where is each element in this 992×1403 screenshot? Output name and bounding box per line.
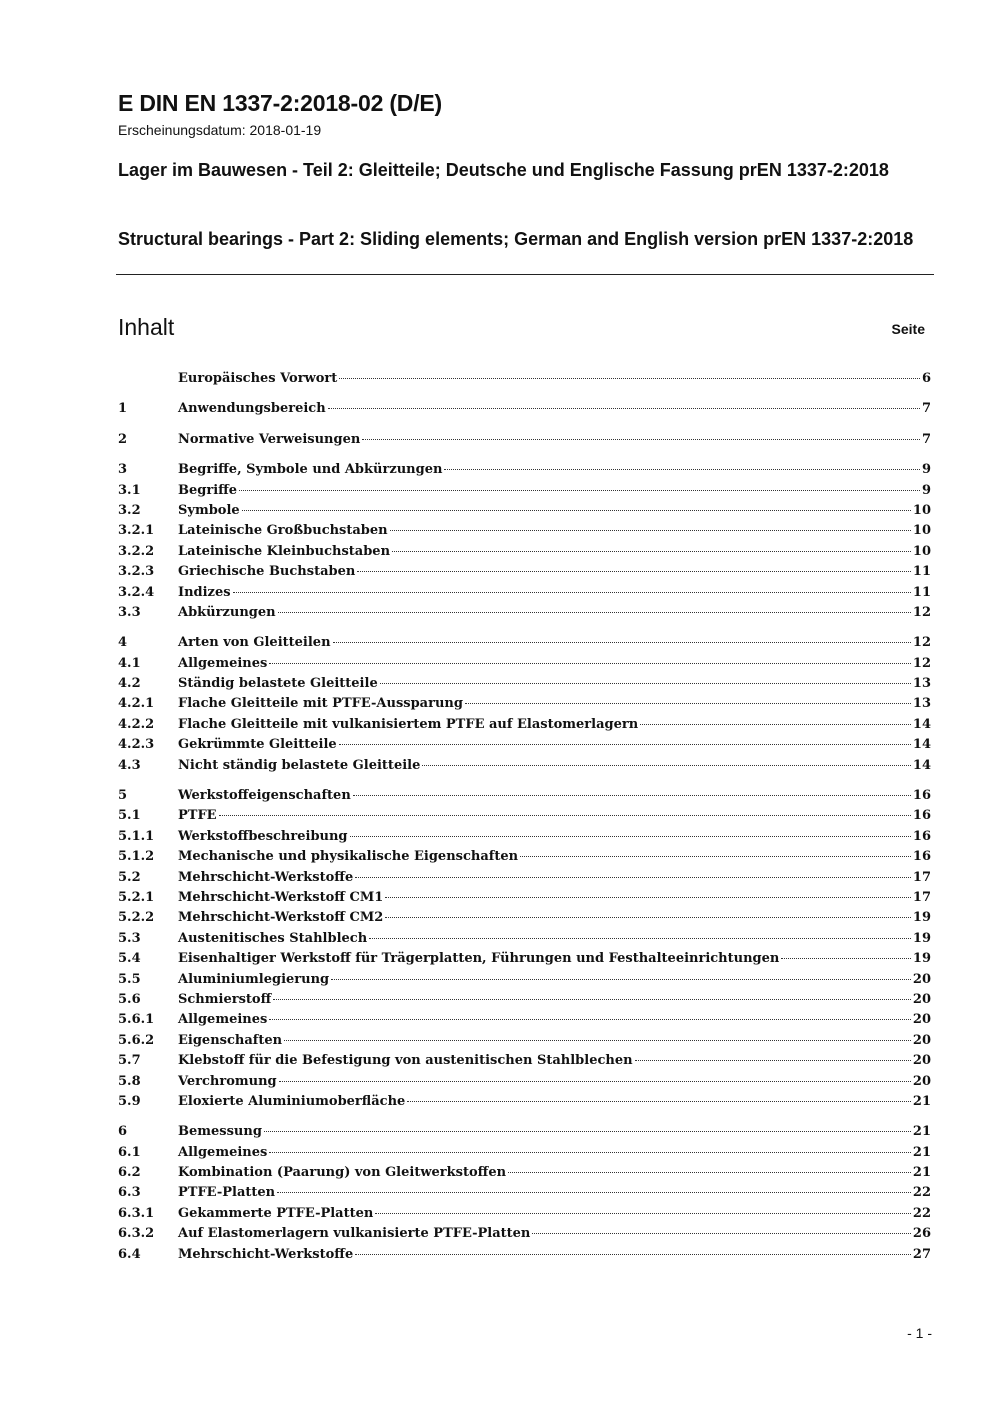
toc-entry[interactable] (118, 585, 931, 605)
table-of-contents (118, 371, 931, 1267)
toc-entry[interactable] (118, 462, 931, 482)
toc-dot-leader (532, 1233, 911, 1234)
toc-entry[interactable] (118, 737, 931, 757)
toc-entry[interactable] (118, 870, 931, 890)
toc-dot-leader (369, 938, 911, 939)
toc-dot-leader (279, 1081, 911, 1082)
toc-entry-title: Normative Verweisungen (178, 431, 361, 447)
toc-entry-number: 2 (118, 431, 128, 447)
toc-entry[interactable] (118, 676, 931, 696)
toc-entry-page: 20 (912, 1032, 931, 1048)
toc-entry[interactable] (118, 1226, 931, 1246)
toc-entry-title: PTFE (178, 808, 217, 824)
toc-entry-page: 17 (912, 869, 931, 885)
toc-entry[interactable] (118, 910, 931, 930)
toc-entry-page: 16 (912, 788, 931, 804)
toc-dot-leader (353, 795, 911, 796)
toc-entry-title: Mehrschicht-Werkstoff CM2 (178, 910, 384, 926)
toc-entry-page: 21 (912, 1093, 931, 1109)
toc-dot-leader (380, 683, 911, 684)
toc-entry-number: 5.7 (118, 1053, 141, 1069)
toc-entry-title: Gekammerte PTFE-Platten (178, 1205, 374, 1221)
toc-entry-number: 5 (118, 788, 128, 804)
toc-entry-number: 4 (118, 635, 128, 651)
toc-heading: Inhalt (118, 314, 175, 340)
toc-entry-page: 9 (921, 482, 931, 498)
toc-entry[interactable] (118, 849, 931, 869)
toc-entry-number: 6.3.2 (118, 1226, 155, 1242)
toc-entry[interactable] (118, 972, 931, 992)
toc-entry-page: 20 (912, 1053, 931, 1069)
toc-entry[interactable] (118, 1206, 931, 1226)
toc-entry[interactable] (118, 1145, 931, 1165)
toc-entry-title: Klebstoff für die Befestigung von austenitischen Stahlblechen (178, 1053, 633, 1069)
toc-dot-leader (444, 469, 920, 470)
toc-dot-leader (264, 1131, 911, 1132)
toc-entry-title: Werkstoffeigenschaften (178, 788, 351, 804)
toc-entry[interactable] (118, 1124, 931, 1144)
toc-entry-number: 3 (118, 462, 128, 478)
toc-dot-leader (362, 439, 920, 440)
toc-entry[interactable] (118, 829, 931, 849)
toc-entry-number: 5.6 (118, 991, 141, 1007)
toc-entry[interactable] (118, 1165, 931, 1185)
toc-dot-leader (520, 856, 911, 857)
toc-entry[interactable] (118, 758, 931, 778)
toc-entry-page: 13 (912, 696, 931, 712)
toc-entry-title: Flache Gleitteile mit vulkanisiertem PTFE auf Elastomerlagern (178, 716, 639, 732)
toc-dot-leader (277, 1192, 911, 1193)
toc-dot-leader (355, 877, 911, 878)
toc-entry-title: Mehrschicht-Werkstoffe (178, 1246, 354, 1262)
toc-entry-number: 5.3 (118, 930, 141, 946)
toc-entry[interactable] (118, 503, 931, 523)
toc-entry-number: 6.3 (118, 1185, 141, 1201)
toc-entry-page: 10 (912, 523, 931, 539)
toc-entry[interactable] (118, 1185, 931, 1205)
toc-page-label: Seite (891, 321, 925, 337)
toc-entry[interactable] (118, 1033, 931, 1053)
toc-dot-leader (339, 744, 911, 745)
toc-dot-leader (781, 958, 911, 959)
toc-dot-leader (390, 530, 911, 531)
toc-entry-page: 10 (912, 543, 931, 559)
toc-entry-number: 5.6.2 (118, 1032, 155, 1048)
toc-entry-page: 11 (912, 584, 931, 600)
toc-dot-leader (333, 642, 911, 643)
title-german: Lager im Bauwesen - Teil 2: Gleitteile; Deutsche und Englische Fassung prEN 1337-2:2018 (118, 160, 889, 180)
toc-dot-leader (269, 1019, 911, 1020)
toc-entry-page: 12 (912, 635, 931, 651)
toc-entry[interactable] (118, 523, 931, 543)
toc-dot-leader (328, 408, 920, 409)
toc-dot-leader (385, 917, 911, 918)
toc-entry-number: 5.2.2 (118, 910, 155, 926)
toc-entry-title: Symbole (178, 502, 240, 518)
toc-dot-leader (278, 612, 911, 613)
toc-entry-number: 6.1 (118, 1144, 141, 1160)
toc-entry-page: 20 (912, 991, 931, 1007)
toc-entry-number: 5.4 (118, 951, 141, 967)
doc-id: E DIN EN 1337-2:2018-02 (D/E) (118, 90, 443, 116)
toc-entry-number: 3.3 (118, 604, 141, 620)
toc-entry-number: 3.1 (118, 482, 141, 498)
toc-entry-page: 13 (912, 676, 931, 692)
toc-dot-leader (355, 1254, 911, 1255)
toc-entry-title: Lateinische Kleinbuchstaben (178, 543, 391, 559)
toc-dot-leader (640, 724, 911, 725)
toc-dot-leader (465, 703, 911, 704)
toc-entry[interactable] (118, 656, 931, 676)
toc-entry-title: Lateinische Großbuchstaben (178, 523, 388, 539)
toc-entry-page: 20 (912, 1073, 931, 1089)
toc-entry-page: 19 (912, 951, 931, 967)
toc-entry-number: 4.2.1 (118, 696, 155, 712)
toc-dot-leader (284, 1040, 911, 1041)
toc-dot-leader (273, 999, 911, 1000)
toc-entry-title: Kombination (Paarung) von Gleitwerkstoffen (178, 1165, 507, 1181)
toc-entry[interactable] (118, 951, 931, 971)
toc-entry-title: Eigenschaften (178, 1032, 283, 1048)
toc-entry-page: 12 (912, 604, 931, 620)
toc-entry-page: 14 (912, 757, 931, 773)
toc-entry-number: 5.1.2 (118, 849, 155, 865)
toc-entry-title: Schmierstoff (178, 991, 272, 1007)
toc-entry-title: Nicht ständig belastete Gleitteile (178, 757, 421, 773)
toc-dot-leader (269, 1152, 911, 1153)
toc-entry-page: 17 (912, 889, 931, 905)
toc-entry-number: 4.2 (118, 676, 141, 692)
toc-entry-title: Bemessung (178, 1124, 262, 1140)
toc-entry-title: Begriffe (178, 482, 238, 498)
toc-entry-title: Austenitisches Stahlblech (178, 930, 368, 946)
toc-entry-title: Eisenhaltiger Werkstoff für Trägerplatten, Führungen und Festhalteeinrichtungen (178, 951, 780, 967)
toc-entry-number: 4.2.2 (118, 716, 155, 732)
toc-entry-number: 5.9 (118, 1093, 141, 1109)
page-number: - 1 - (907, 1325, 932, 1341)
toc-entry-page: 9 (921, 462, 931, 478)
toc-entry-title: Allgemeines (178, 655, 268, 671)
toc-entry-title: Anwendungsbereich (178, 401, 326, 417)
toc-entry-page: 11 (912, 564, 931, 580)
toc-entry-title: Europäisches Vorwort (178, 371, 338, 386)
toc-entry-title: Ständig belastete Gleitteile (178, 676, 378, 692)
toc-dot-leader (508, 1172, 911, 1173)
toc-entry-page: 16 (912, 828, 931, 844)
toc-entry[interactable] (118, 635, 931, 655)
toc-entry-number: 5.6.1 (118, 1012, 155, 1028)
toc-entry-number: 1 (118, 401, 128, 417)
toc-entry-page: 6 (921, 371, 931, 386)
toc-dot-leader (339, 378, 920, 379)
toc-entry[interactable] (118, 605, 931, 625)
toc-entry-page: 16 (912, 849, 931, 865)
toc-entry-title: Mechanische und physikalische Eigenschaften (178, 849, 519, 865)
toc-entry[interactable] (118, 1053, 931, 1073)
toc-entry[interactable] (118, 931, 931, 951)
toc-entry-page: 14 (912, 737, 931, 753)
toc-entry-title: Arten von Gleitteilen (178, 635, 331, 651)
toc-entry-page: 22 (912, 1185, 931, 1201)
toc-entry-number: 4.1 (118, 655, 141, 671)
toc-dot-leader (269, 663, 911, 664)
toc-entry-page: 20 (912, 971, 931, 987)
toc-entry[interactable] (118, 1074, 931, 1094)
toc-entry-title: Begriffe, Symbole und Abkürzungen (178, 462, 443, 478)
toc-entry[interactable] (118, 1247, 931, 1267)
toc-entry-page: 20 (912, 1012, 931, 1028)
toc-entry-number: 3.2.2 (118, 543, 155, 559)
toc-entry[interactable] (118, 1012, 931, 1032)
toc-entry-page: 21 (912, 1144, 931, 1160)
toc-dot-leader (233, 592, 911, 593)
toc-entry-number: 3.2 (118, 502, 141, 518)
toc-entry[interactable] (118, 371, 931, 391)
toc-entry-page: 14 (912, 716, 931, 732)
toc-entry-page: 19 (912, 910, 931, 926)
toc-entry-number: 3.2.1 (118, 523, 155, 539)
toc-entry-number: 5.2.1 (118, 889, 155, 905)
toc-dot-leader (422, 765, 911, 766)
toc-dot-leader (242, 510, 911, 511)
toc-entry-page: 22 (912, 1205, 931, 1221)
toc-entry[interactable] (118, 483, 931, 503)
toc-entry-title: Verchromung (178, 1073, 277, 1089)
toc-entry-number: 6.2 (118, 1165, 141, 1181)
toc-entry-title: Mehrschicht-Werkstoff CM1 (178, 889, 384, 905)
toc-dot-leader (357, 571, 911, 572)
toc-entry-number: 6 (118, 1124, 128, 1140)
header-divider (116, 274, 934, 275)
toc-entry-page: 10 (912, 502, 931, 518)
toc-entry[interactable] (118, 401, 931, 421)
toc-entry-title: Allgemeines (178, 1144, 268, 1160)
toc-entry[interactable] (118, 564, 931, 584)
toc-entry-number: 5.5 (118, 971, 141, 987)
toc-dot-leader (239, 490, 920, 491)
toc-dot-leader (219, 815, 911, 816)
toc-entry-title: Allgemeines (178, 1012, 268, 1028)
toc-entry[interactable] (118, 992, 931, 1012)
toc-entry[interactable] (118, 696, 931, 716)
toc-entry-page: 19 (912, 930, 931, 946)
toc-entry[interactable] (118, 1094, 931, 1114)
toc-entry-title: Aluminiumlegierung (178, 971, 330, 987)
toc-entry-page: 26 (912, 1226, 931, 1242)
toc-dot-leader (392, 551, 911, 552)
toc-entry[interactable] (118, 808, 931, 828)
toc-entry-page: 21 (912, 1165, 931, 1181)
toc-entry-page: 21 (912, 1124, 931, 1140)
toc-entry-title: Eloxierte Aluminiumoberfläche (178, 1093, 406, 1109)
toc-entry-title: Auf Elastomerlagern vulkanisierte PTFE-Platten (178, 1226, 531, 1242)
toc-entry-title: Mehrschicht-Werkstoffe (178, 869, 354, 885)
toc-dot-leader (407, 1101, 911, 1102)
toc-dot-leader (635, 1060, 911, 1061)
publication-date: Erscheinungsdatum: 2018-01-19 (118, 122, 322, 138)
toc-entry-number: 6.4 (118, 1246, 141, 1262)
toc-entry[interactable] (118, 890, 931, 910)
toc-entry-page: 7 (921, 431, 931, 447)
toc-entry-number: 5.2 (118, 869, 141, 885)
toc-entry-number: 6.3.1 (118, 1205, 155, 1221)
toc-entry-number: 4.3 (118, 757, 141, 773)
toc-dot-leader (375, 1213, 911, 1214)
toc-entry-page: 16 (912, 808, 931, 824)
toc-entry-title: PTFE-Platten (178, 1185, 276, 1201)
toc-entry-number: 4.2.3 (118, 737, 155, 753)
toc-entry-title: Flache Gleitteile mit PTFE-Aussparung (178, 696, 463, 712)
toc-dot-leader (350, 836, 911, 837)
toc-entry-title: Gekrümmte Gleitteile (178, 737, 337, 753)
toc-entry-number: 5.1.1 (118, 828, 155, 844)
toc-entry-page: 7 (921, 401, 931, 417)
toc-dot-leader (385, 897, 911, 898)
toc-entry-title: Griechische Buchstaben (178, 564, 356, 580)
toc-entry-title: Indizes (178, 584, 231, 600)
toc-entry-number: 5.1 (118, 808, 141, 824)
title-english: Structural bearings - Part 2: Sliding elements; German and English version prEN 1337-2:2018 (118, 229, 914, 249)
toc-entry-title: Abkürzungen (178, 604, 276, 620)
toc-entry[interactable] (118, 717, 931, 737)
toc-entry[interactable] (118, 432, 931, 452)
toc-entry-page: 27 (912, 1246, 931, 1262)
toc-entry-page: 12 (912, 655, 931, 671)
toc-entry[interactable] (118, 544, 931, 564)
toc-entry-number: 5.8 (118, 1073, 141, 1089)
toc-entry-number: 3.2.3 (118, 564, 155, 580)
toc-entry-number: 3.2.4 (118, 584, 155, 600)
toc-entry[interactable] (118, 788, 931, 808)
toc-dot-leader (331, 979, 911, 980)
toc-entry-title: Werkstoffbeschreibung (178, 828, 348, 844)
